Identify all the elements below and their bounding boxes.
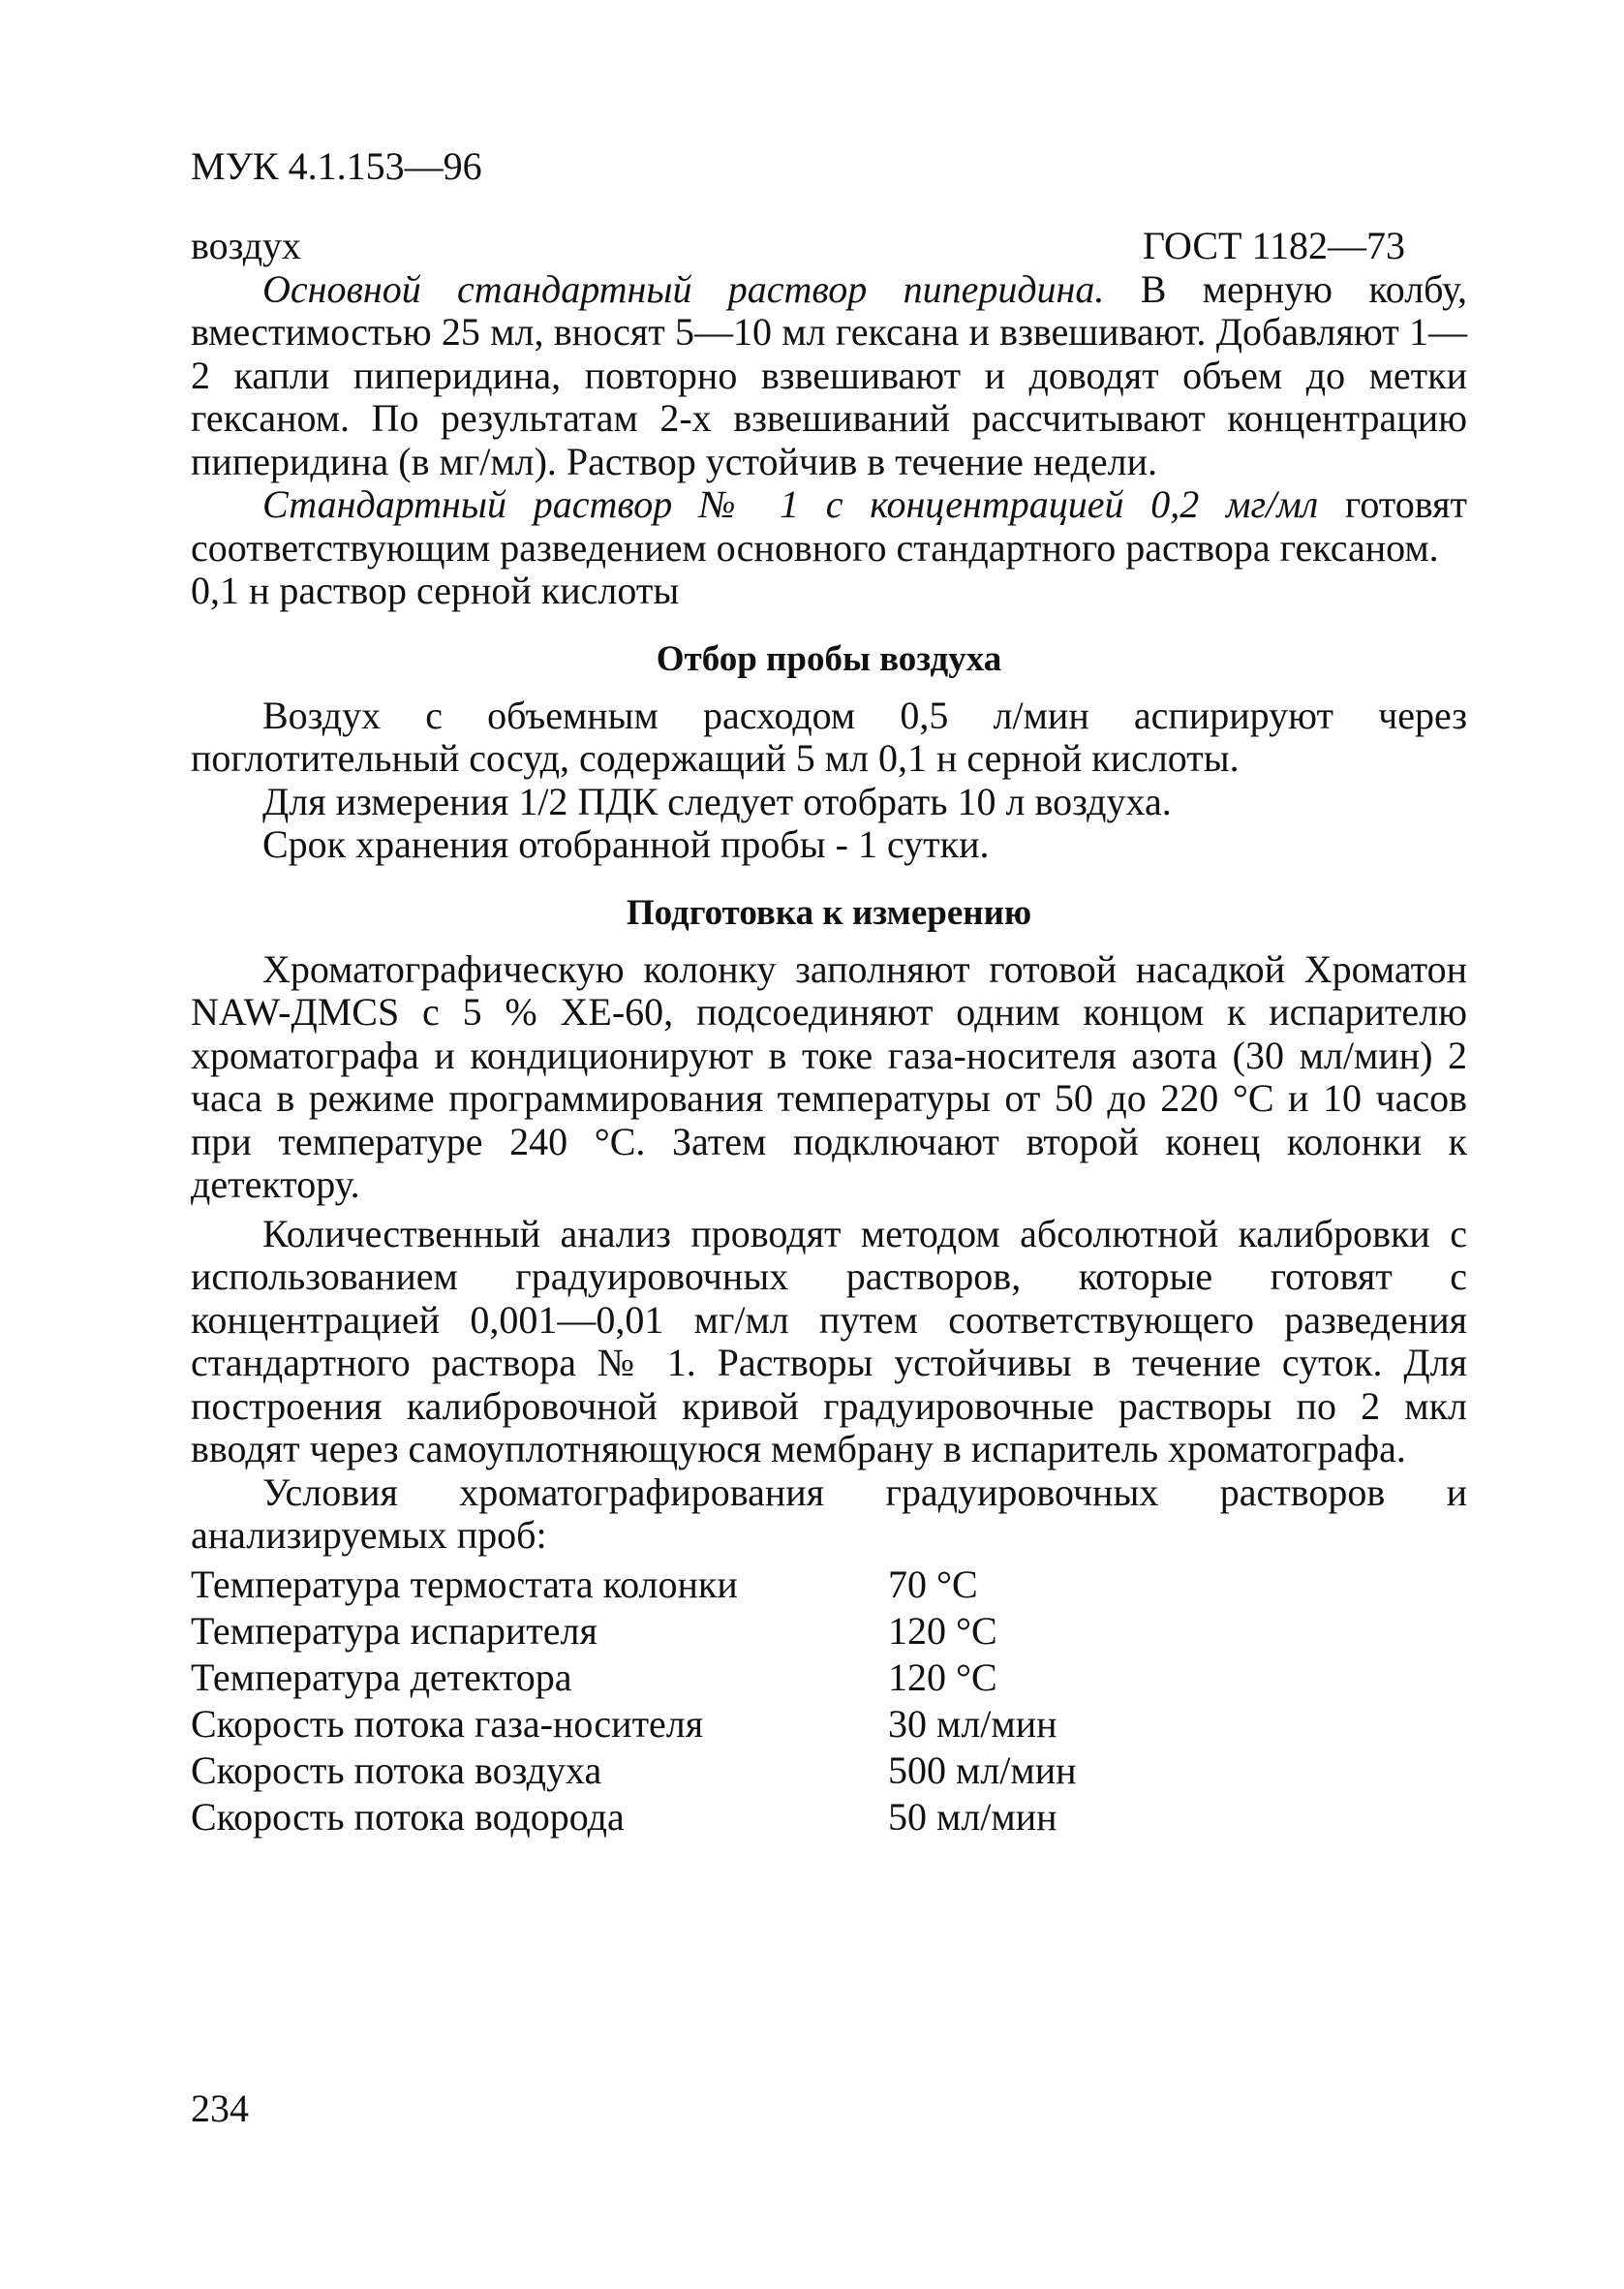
condition-param: Скорость потока водорода <box>191 1794 625 1839</box>
page-number: 234 <box>191 2087 249 2130</box>
stock-solution-text: В мерную колбу, вместимостью 25 мл, вносят 5—10 мл гексана и взвешивают. Добавляют 1—2 капли пиперидина, повторно взвешивают и доводят объем до метки гексаном. По результатам 2-х взвешиваний рассчитывают концентрацию пиперидина (в мг/мл). Раствор устойчив в течение недели. <box>191 266 1468 483</box>
conditions-table <box>191 1562 1077 1840</box>
calibration-paragraph: Количественный анализ проводят методом абсолютной калибровки с использованием градуировочных растворов, которые готовят с концентрацией 0,001—0,01 мг/мл путем соответствующего разведения стандартного раствора № 1. Растворы устойчивы в течение суток. Для построения калибровочной кривой градуировочные растворы по 2 мкл вводят через самоуплотняющуюся мембрану в испаритель хроматографа. <box>191 1211 1467 1470</box>
conditions-row <box>191 1794 1077 1840</box>
condition-param: Скорость потока газа-носителя <box>191 1701 704 1746</box>
conditions-row <box>191 1608 1077 1655</box>
sampling-volume-line: Для измерения 1/2 ПДК следует отобрать 10 л воздуха. <box>262 779 1172 823</box>
standard-solution-title: Стандартный раствор № 1 с концентрацией 0,2 мг/мл <box>262 482 1319 526</box>
acid-solution-item: 0,1 н раствор серной кислоты <box>191 569 680 612</box>
standard-solution-text: готовят соответствующим разведением основного стандартного раствора гексаном. <box>191 482 1467 570</box>
conditions-intro: Условия хроматографирования градуировочных растворов и анализируемых проб: <box>191 1469 1467 1557</box>
preparation-heading: Подготовка к измерению <box>626 892 1032 933</box>
condition-value: 120 °С <box>888 1655 997 1699</box>
sampling-storage-line: Срок хранения отобранной пробы - 1 сутки. <box>262 822 990 866</box>
document-code-header: МУК 4.1.153—96 <box>191 144 482 188</box>
standard-solution-paragraph <box>191 483 1467 570</box>
material-item-air <box>191 225 1467 268</box>
conditions-row <box>191 1748 1077 1794</box>
material-standard: ГОСТ 1182—73 <box>1142 224 1405 267</box>
sampling-heading: Отбор пробы воздуха <box>656 638 1002 679</box>
conditions-row <box>191 1562 1077 1608</box>
condition-value: 120 °С <box>888 1608 997 1653</box>
conditions-row <box>191 1655 1077 1701</box>
material-name: воздух <box>191 224 302 267</box>
condition-value: 50 мл/мин <box>888 1794 1057 1839</box>
condition-param: Температура испарителя <box>191 1608 598 1653</box>
condition-param: Температура термостата колонки <box>191 1562 738 1606</box>
condition-param: Скорость потока воздуха <box>191 1748 602 1792</box>
stock-solution-paragraph <box>191 268 1467 484</box>
condition-value: 30 мл/мин <box>888 1701 1057 1746</box>
condition-value: 500 мл/мин <box>888 1748 1077 1792</box>
sampling-paragraph: Воздух с объемным расходом 0,5 л/мин аспирируют через поглотительный сосуд, содержащий 5 мл 0,1 н серной кислоты. <box>191 693 1467 780</box>
conditions-row <box>191 1701 1077 1748</box>
document-page <box>191 145 1467 1840</box>
stock-solution-title: Основной стандартный раствор пиперидина. <box>262 266 1105 311</box>
column-preparation-paragraph: Хроматографическую колонку заполняют готовой насадкой Хроматон NAW-ДМCS с 5 % XE-60, подсоединяют одним концом к испарителю хроматографа и кондиционируют в токе газа-носителя азота (30 мл/мин) 2 часа в режиме программирования температуры от 50 до 220 °С и 10 часов при температуре 240 °С. Затем подключают второй конец колонки к детектору. <box>191 946 1467 1206</box>
condition-param: Температура детектора <box>191 1655 572 1699</box>
condition-value: 70 °С <box>888 1562 978 1606</box>
